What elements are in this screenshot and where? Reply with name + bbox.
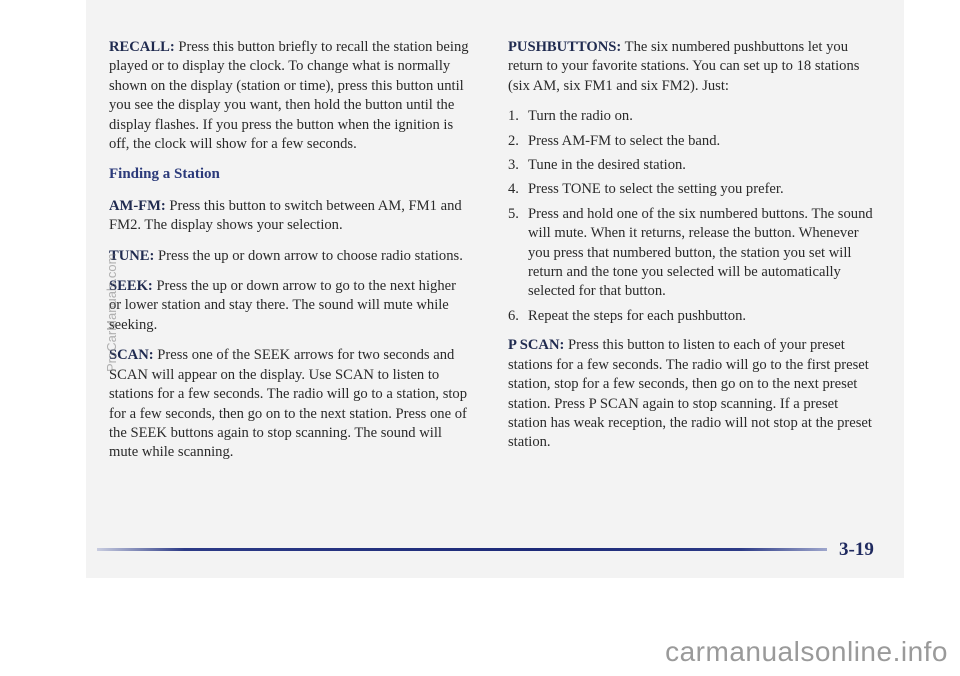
step-text: Press TONE to select the setting you prefer. [528,181,784,198]
list-item [508,156,880,175]
recall-paragraph [109,38,471,154]
seek-text: Press the up or down arrow to go to the next higher or lower station and stay there. The sound will mute while seeking. [109,278,456,333]
list-item [508,107,880,126]
step-text: Tune in the desired station. [528,157,686,174]
recall-text: Press this button briefly to recall the station being played or to display the clock. To change what is normally shown on the display (station or time), press this button until you see the display you want, then hold the button until the display flashes. If you press the button when the ignition is off, the clock will show for a few seconds. [109,39,469,153]
section-heading: Finding a Station [109,166,220,183]
recall-label: RECALL: [109,39,175,55]
pushbuttons-paragraph [508,38,880,96]
step-number: 4. [508,181,519,198]
pushbuttons-text: The six numbered pushbuttons let you return to your favorite stations. You can set up to 18 stations (six AM, six FM1 and six FM2). Just: [508,39,860,94]
amfm-label: AM-FM: [109,197,166,214]
list-item [508,307,880,326]
left-column [109,38,471,474]
scan-label: SCAN: [109,347,154,364]
seek-label: SEEK: [109,278,153,295]
step-text: Turn the radio on. [528,108,633,125]
right-column [508,38,880,464]
scan-paragraph [109,346,471,462]
step-number: 6. [508,307,519,324]
vertical-watermark: ProCarManuals.com [104,253,119,372]
steps-list [508,107,880,326]
page-number: 3-19 [839,539,874,560]
step-number: 5. [508,205,519,222]
step-text: Press and hold one of the six numbered buttons. The sound will mute. When it returns, release the button. Whenever you press that numbered button, the station you set will return and the tone you selected will be automatically selected for that button. [528,205,873,300]
step-number: 2. [508,132,519,149]
amfm-paragraph [109,197,471,236]
footer-rule [97,548,827,551]
list-item [508,205,880,302]
step-number: 3. [508,157,519,174]
footer-watermark[interactable]: carmanualsonline.info [665,636,948,667]
amfm-text: Press this button to switch between AM, FM1 and FM2. The display shows your selection. [109,197,462,234]
list-item [508,132,880,151]
step-number: 1. [508,108,519,125]
step-text: Press AM-FM to select the band. [528,132,721,149]
pushbuttons-label: PUSHBUTTONS: [508,39,622,55]
pscan-label: P SCAN: [508,337,565,354]
pscan-paragraph [508,336,880,452]
pscan-text: Press this button to listen to each of your preset stations for a few seconds. The radio will go to the first preset station, stop for a few seconds, then go on to the next preset station. Press P SCAN again to stop scanning. If a preset station has weak reception, the radio will not stop at the preset station. [508,337,872,451]
tune-paragraph [109,247,471,266]
scan-text: Press one of the SEEK arrows for two seconds and SCAN will appear on the display. Use SCAN to listen to stations for a few seconds. The radio will go to a station, stop for a few seconds, then go on to the next station. Press one of the SEEK buttons again to stop scanning. The sound will mute while scanning. [109,347,468,461]
tune-text: Press the up or down arrow to choose radio stations. [154,247,463,264]
list-item [508,180,880,199]
step-text: Repeat the steps for each pushbutton. [528,307,747,324]
seek-paragraph [109,277,471,335]
tune-label: TUNE: [109,247,155,264]
